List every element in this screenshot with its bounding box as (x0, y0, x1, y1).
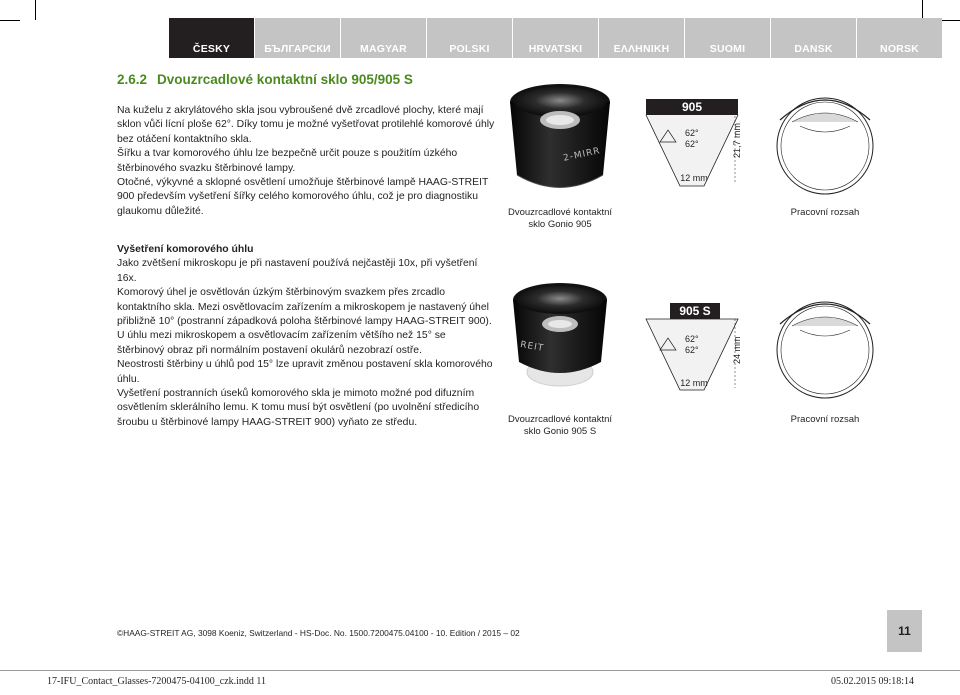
slug-divider (0, 670, 960, 671)
lens-photo-905 (505, 80, 615, 205)
eye-range-diagram-905 (770, 86, 880, 204)
tab-cesky[interactable]: ČESKY (169, 18, 254, 58)
exam-line: Neostrosti štěrbiny u úhlů pod 15° lze upravit změnou postavení skla komorového úhlu. (117, 359, 493, 385)
svg-text:21,7 mm: 21,7 mm (732, 122, 742, 158)
tab-suomi[interactable]: SUOMI (685, 18, 770, 58)
svg-text:62°: 62° (685, 334, 699, 344)
language-tabs (169, 18, 942, 58)
eye-range-diagram-905s (770, 290, 880, 408)
crop-mark (35, 0, 36, 20)
intro-line: Šířku a tvar komorového úhlu lze bezpečně určit pouze s použitím úzkého štěrbinového svazku štěrbinové lampy. (117, 148, 458, 174)
lens-engraving: 2-MIRR (562, 146, 602, 164)
section-title-text: Dvouzrcadlové kontaktní sklo 905/905 S (157, 72, 413, 87)
tab-hrvatski[interactable]: HRVATSKI (513, 18, 598, 58)
svg-text:24 mm: 24 mm (732, 336, 742, 364)
svg-text:12 mm: 12 mm (680, 173, 708, 183)
intro-line: Na kuželu z akrylátového skla jsou vybroušené dvě zrcadlové plochy, které mají sklon vůči lícní ploše 62°. Díky tomu je možné vyšetřovat protilehlé komorové úhly bez otáčení kontaktního skla. (117, 105, 495, 145)
svg-text:62°: 62° (685, 139, 699, 149)
exam-paragraph (117, 243, 495, 430)
crop-mark (922, 0, 923, 20)
exam-line: Jako zvětšení mikroskopu je při nastavení používá nejčastěji 10x, při vyšetření 16x. (117, 258, 478, 284)
section-title (117, 72, 413, 87)
page-number: 11 (887, 610, 922, 652)
lens-caption-905s: Dvouzrcadlové kontaktní sklo Gonio 905 S (507, 414, 613, 437)
svg-text:62°: 62° (685, 345, 699, 355)
footer-copyright: ©HAAG-STREIT AG, 3098 Koeniz, Switzerland - HS-Doc. No. 1500.7200475.04100 - 10. Edition / 2015 – 02 (117, 628, 520, 638)
dimension-diagram-905 (640, 96, 748, 192)
svg-text:12 mm: 12 mm (680, 378, 708, 388)
crop-mark (940, 20, 960, 21)
section-number: 2.6.2 (117, 72, 148, 87)
tab-magyar[interactable]: MAGYAR (341, 18, 426, 58)
tab-norsk[interactable]: NORSK (857, 18, 942, 58)
crop-mark (0, 20, 20, 21)
intro-paragraph (117, 104, 495, 219)
svg-text:62°: 62° (685, 128, 699, 138)
range-caption-905s: Pracovní rozsah (790, 414, 860, 425)
range-caption-905: Pracovní rozsah (790, 207, 860, 218)
tab-balgarski[interactable]: БЪЛГАРСКИ (255, 18, 340, 58)
slug-date: 05.02.2015 09:18:14 (831, 675, 915, 687)
model-label: 905 S (679, 304, 711, 318)
tab-dansk[interactable]: DANSK (771, 18, 856, 58)
exam-line: Vyšetření postranních úseků komorového skla je mimoto možné pod difuzním osvětlením sklerálního lemu. K tomu musí být osvětlení (po uvolnění středicího šroubu u štěrbinové lampy HAAG-STREIT 900) vyňato ze středu. (117, 388, 480, 428)
lens-caption-905: Dvouzrcadlové kontaktní sklo Gonio 905 (507, 207, 613, 230)
model-label: 905 (681, 100, 703, 114)
tab-ellinika[interactable]: ΕΛΛΗΝΙΚΗ (599, 18, 684, 58)
exam-line: Komorový úhel je osvětlován úzkým štěrbinovým svazkem přes zrcadlo kontaktního skla. Mezi osvětlovacím zařízením a mikroskopem je nastavený úhel přibližně 10° (postranní západková poloha štěrbinové lampy HAAG-STREIT 900). U úhlu mezi mikroskopem a osvětlovacím zařízením většího než 15° se štěrbinový obraz při normálním postavení okulárů nezobrazí ostře. (117, 287, 492, 356)
slug-file: 17-IFU_Contact_Glasses-7200475-04100_czk.indd 11 (47, 675, 267, 687)
tab-polski[interactable]: POLSKI (427, 18, 512, 58)
exam-heading: Vyšetření komorového úhlu (117, 244, 254, 255)
lens-photo-905s (505, 280, 615, 395)
lens-engraving: REIT (519, 339, 545, 355)
intro-line: Otočné, výkyvné a sklopné osvětlení umožňuje štěrbinové lampě HAAG-STREIT 900 především vyšetření šířky celého komorového úhlu, což je pro diagnostiku glaukomu důležité. (117, 177, 489, 217)
dimension-diagram-905s (640, 300, 748, 396)
